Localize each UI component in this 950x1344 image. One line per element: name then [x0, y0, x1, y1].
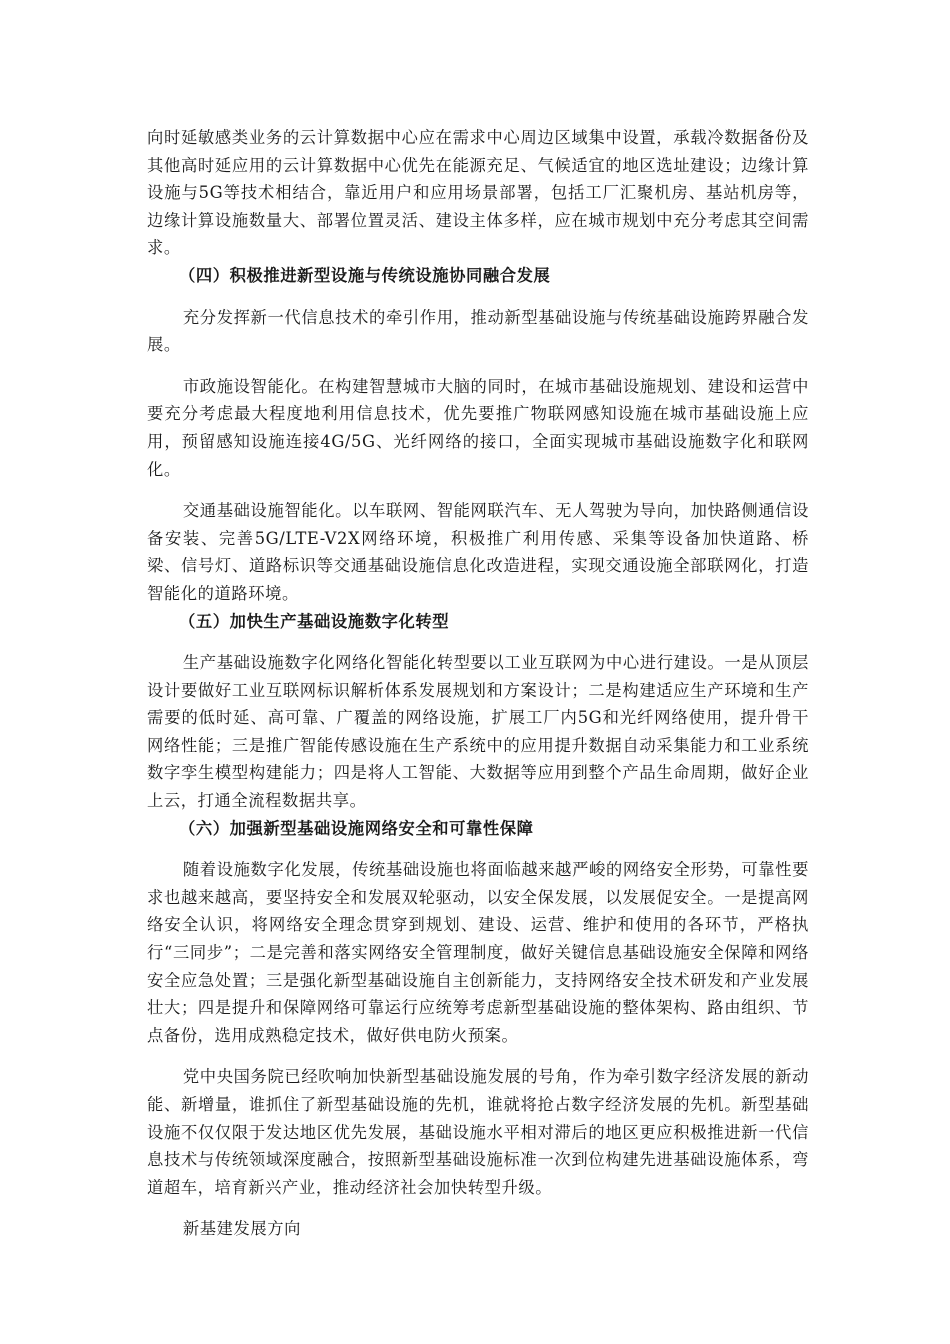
paragraph-cloud-edge: 向时延敏感类业务的云计算数据中心应在需求中心周边区域集中设置，承载冷数据备份及其他高时延应用的云计算数据中心优先在能源充足、气候适宜的地区选址建设；边缘计算设施与5G等技术相结合，靠近用户和应用场景部署，包括工厂汇聚机房、基站机房等，边缘计算设施数量大、部署位置灵活、建设主体多样，应在城市规划中充分考虑其空间需求。 [147, 128, 809, 258]
paragraph-conclusion: 党中央国务院已经吹响加快新型基础设施发展的号角，作为牵引数字经济发展的新动能、新增量，谁抓住了新型基础设施的先机，谁就将抢占数字经济发展的先机。新型基础设施不仅仅限于发达地区优先发展，基础设施水平相对滞后的地区更应积极推进新一代信息技术与传统领域深度融合，按照新型基础设施标准一次到位构建先进基础设施体系，弯道超车，培育新兴产业，推动经济社会加快转型升级。 [147, 1067, 809, 1197]
section-heading-4: （四）积极推进新型设施与传统设施协同融合发展 [179, 265, 551, 285]
paragraph-integration-intro: 充分发挥新一代信息技术的牵引作用，推动新型基础设施与传统基础设施跨界融合发展。 [147, 307, 809, 355]
section-heading-5: （五）加快生产基础设施数字化转型 [179, 611, 450, 631]
document-body [147, 124, 809, 1243]
section-heading-6: （六）加强新型基础设施网络安全和可靠性保障 [179, 818, 534, 838]
paragraph-municipal-smart: 市政施设智能化。在构建智慧城市大脑的同时，在城市基础设施规划、建设和运营中要充分考虑最大程度地利用信息技术，优先要推广物联网感知设施在城市基础设施上应用，预留感知设施连接4G/5G、光纤网络的接口，全面实现城市基础设施数字化和联网化。 [147, 376, 809, 479]
paragraph-production-digital: 生产基础设施数字化网络化智能化转型要以工业互联网为中心进行建设。一是从顶层设计要做好工业互联网标识解析体系发展规划和方案设计；二是构建适应生产环境和生产需要的低时延、高可靠、广覆盖的网络设施，扩展工厂内5G和光纤网络使用，提升骨干网络性能；三是推广智能传感设施在生产系统中的应用提升数据自动采集能力和工业系统数字孪生模型构建能力；四是将人工智能、大数据等应用到整个产品生命周期，做好企业上云，打通全流程数据共享。 [147, 653, 809, 811]
paragraph-traffic-smart: 交通基础设施智能化。以车联网、智能网联汽车、无人驾驶为导向，加快路侧通信设备安装、完善5G/LTE-V2X网络环境，积极推广利用传感、采集等设备加快道路、桥梁、信号灯、道路标识等交通基础设施信息化改造进程，实现交通设施全部联网化，打造智能化的道路环境。 [147, 501, 809, 603]
paragraph-next-title: 新基建发展方向 [182, 1219, 302, 1239]
paragraph-network-security: 随着设施数字化发展，传统基础设施也将面临越来越严峻的网络安全形势，可靠性要求也越来越高，要坚持安全和发展双轮驱动，以安全保发展，以发展促安全。一是提高网络安全认识，将网络安全理念贯穿到规划、建设、运营、维护和使用的各环节，严格执行“三同步”；二是完善和落实网络安全管理制度，做好关键信息基础设施安全保障和网络安全应急处置；三是强化新型基础设施自主创新能力，支持网络安全技术研发和产业发展壮大；四是提升和保障网络可靠运行应统筹考虑新型基础设施的整体架构、路由组织、节点备份，选用成熟稳定技术，做好供电防火预案。 [147, 860, 809, 1045]
